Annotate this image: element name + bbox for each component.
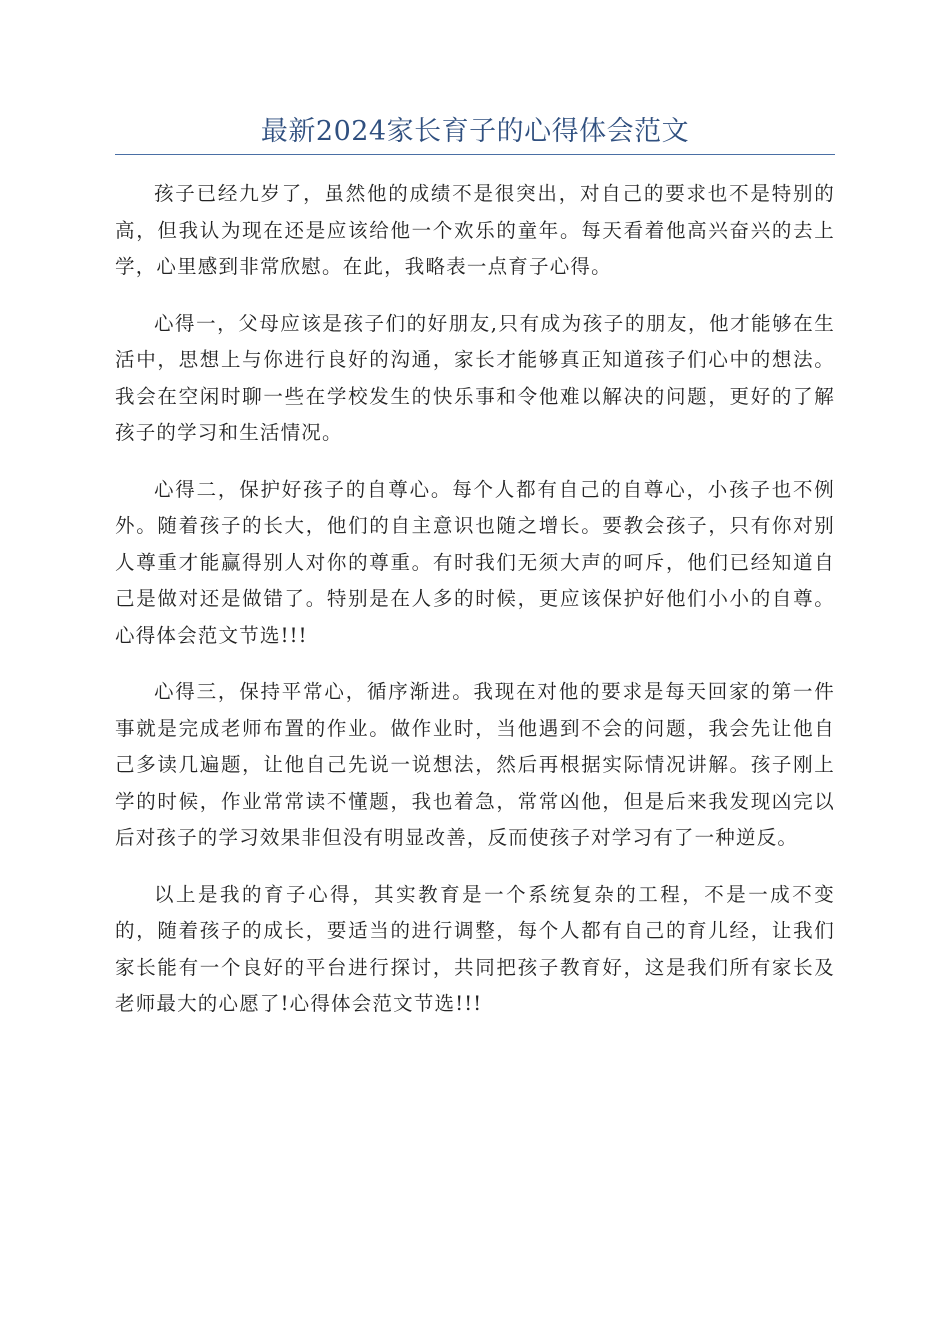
title-underline	[115, 154, 835, 155]
title-block	[115, 112, 835, 155]
paragraph-intro: 孩子已经九岁了，虽然他的成绩不是很突出，对自己的要求也不是特别的高，但我认为现在还是应该给他一个欢乐的童年。每天看着他高兴奋兴的去上学，心里感到非常欣慰。在此，我略表一点育子心得。	[115, 182, 835, 278]
paragraph-insight-three: 心得三，保持平常心，循序渐进。我现在对他的要求是每天回家的第一件事就是完成老师布置的作业。做作业时，当他遇到不会的问题，我会先让他自己多读几遍题，让他自己先说一说想法，然后再根据实际情况讲解。孩子刚上学的时候，作业常常读不懂题，我也着急，常常凶他，但是后来我发现凶完以后对孩子的学习效果非但没有明显改善，反而使孩子对学习有了一种逆反。	[115, 680, 835, 849]
document-title: 最新2024家长育子的心得体会范文	[260, 116, 690, 147]
paragraph-insight-one: 心得一，父母应该是孩子们的好朋友,只有成为孩子的朋友，他才能够在生活中，思想上与你进行良好的沟通，家长才能够真正知道孩子们心中的想法。我会在空闲时聊一些在学校发生的快乐事和令他难以解决的问题，更好的了解孩子的学习和生活情况。	[115, 311, 835, 444]
paragraph-conclusion: 以上是我的育子心得，其实教育是一个系统复杂的工程，不是一成不变的，随着孩子的成长，要适当的进行调整，每个人都有自己的育儿经，让我们家长能有一个良好的平台进行探讨，共同把孩子教育好，这是我们所有家长及老师最大的心愿了!心得体会范文节选!!!	[115, 882, 835, 1015]
paragraph-insight-two: 心得二，保护好孩子的自尊心。每个人都有自己的自尊心，小孩子也不例外。随着孩子的长大，他们的自主意识也随之增长。要教会孩子，只有你对别人尊重才能赢得别人对你的尊重。有时我们无须大声的呵斥，他们已经知道自己是做对还是做错了。特别是在人多的时候，更应该保护好他们小小的自尊。心得体会范文节选!!!	[115, 477, 835, 647]
document-body	[115, 176, 835, 1043]
